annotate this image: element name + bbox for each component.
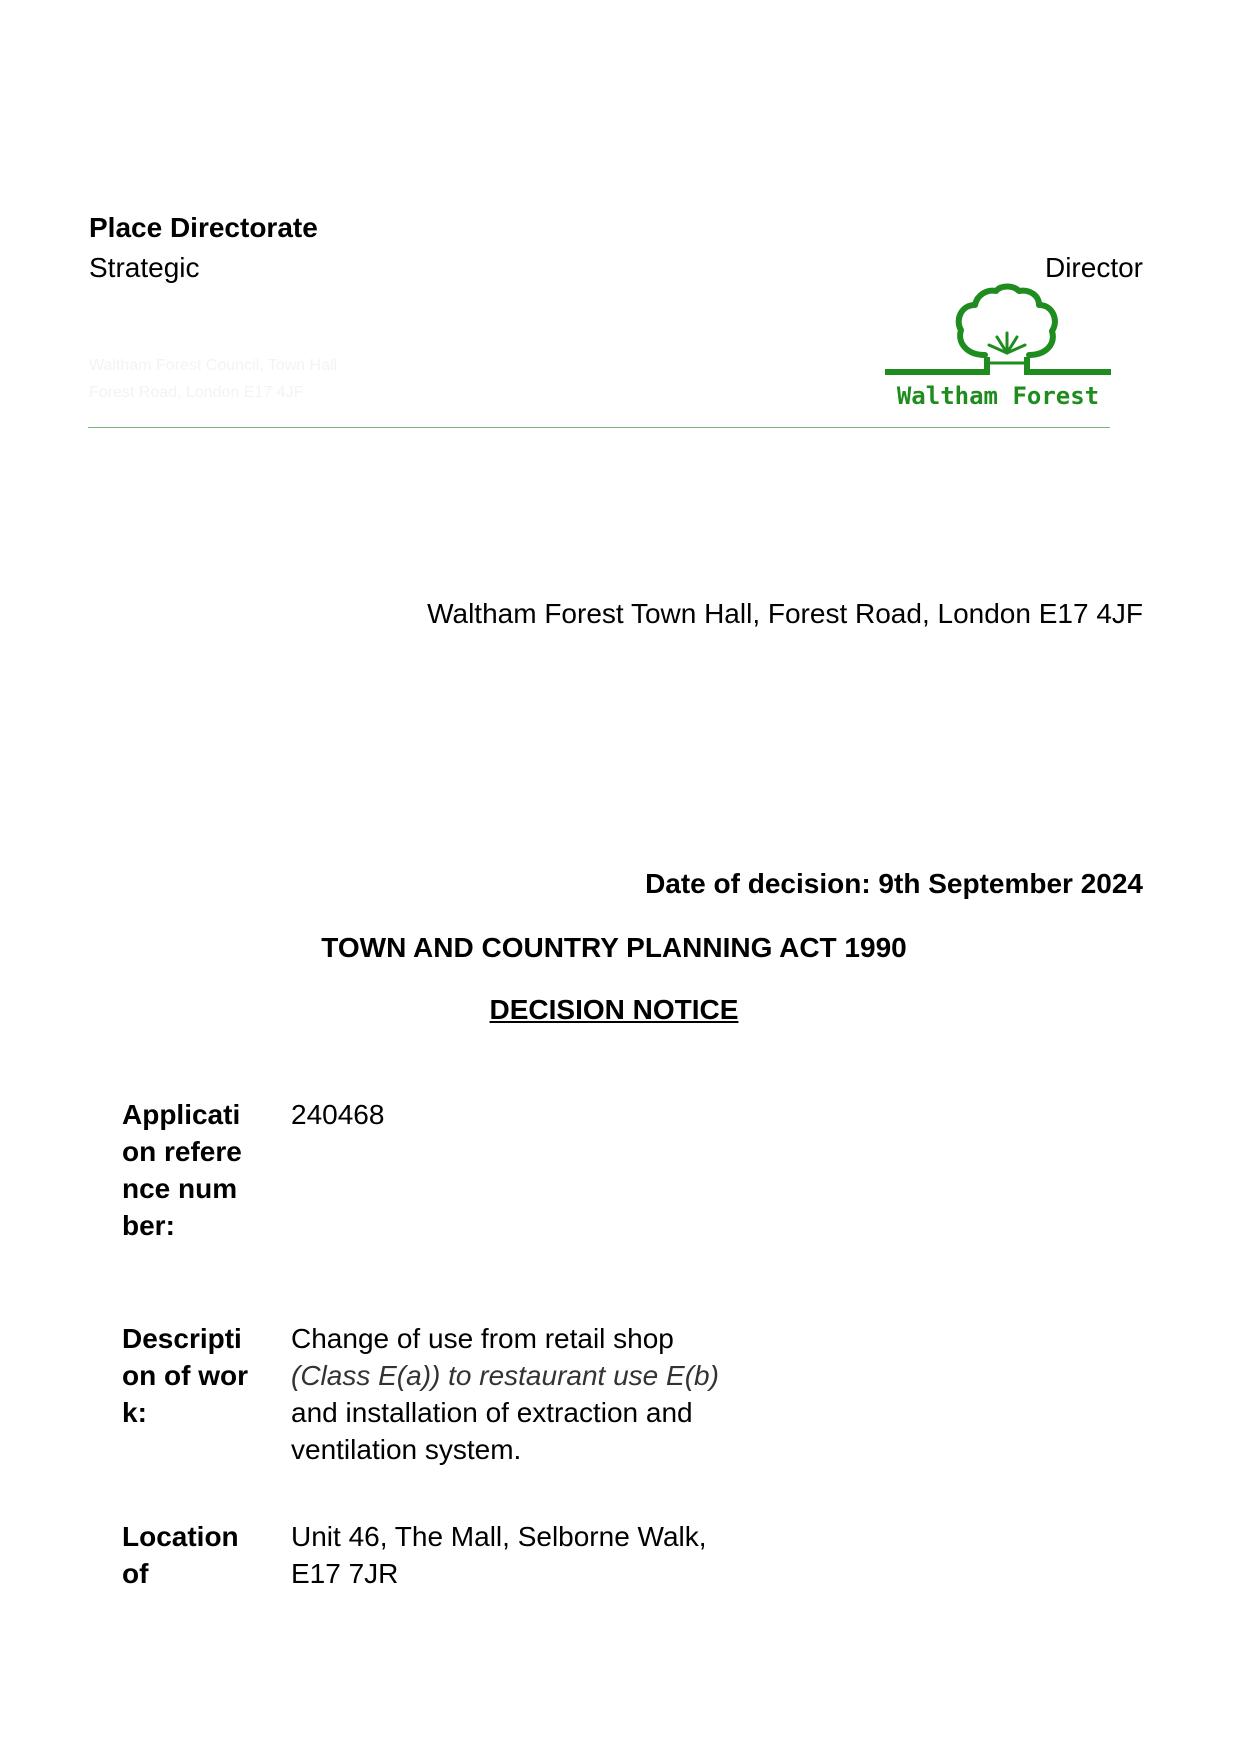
faint-address-line-1: Waltham Forest Council, Town Hall bbox=[89, 357, 338, 374]
tree-logo-icon bbox=[883, 283, 1113, 413]
header-divider bbox=[88, 427, 1110, 428]
town-hall-address: Waltham Forest Town Hall, Forest Road, London E17 4JF bbox=[427, 598, 1143, 629]
reference-label: Application reference number: bbox=[122, 1099, 242, 1241]
act-title: TOWN AND COUNTRY PLANNING ACT 1990 bbox=[321, 932, 907, 963]
waltham-forest-logo bbox=[883, 283, 1113, 413]
faint-address-line-2: Forest Road, London E17 4JF bbox=[89, 384, 304, 401]
description-value bbox=[291, 1320, 741, 1468]
description-part-3: and installation of extraction and ventilation system. bbox=[291, 1397, 693, 1465]
description-part-2: (Class E(a)) to restaurant use E(b) bbox=[291, 1360, 719, 1391]
directorate-heading: Place Directorate bbox=[89, 212, 318, 243]
description-part-1: Change of use from retail shop bbox=[291, 1323, 674, 1354]
logo-text: Waltham Forest bbox=[896, 382, 1100, 410]
decision-notice-title: DECISION NOTICE bbox=[489, 994, 739, 1025]
location-label: Location of bbox=[122, 1521, 239, 1589]
date-of-decision: Date of decision: 9th September 2024 bbox=[645, 868, 1143, 899]
title-right: Director bbox=[1044, 252, 1143, 283]
reference-value: 240468 bbox=[291, 1099, 385, 1130]
title-left: Strategic bbox=[89, 252, 200, 283]
description-label: Description of work: bbox=[122, 1323, 248, 1428]
location-value: Unit 46, The Mall, Selborne Walk, E17 7JR bbox=[291, 1521, 707, 1589]
